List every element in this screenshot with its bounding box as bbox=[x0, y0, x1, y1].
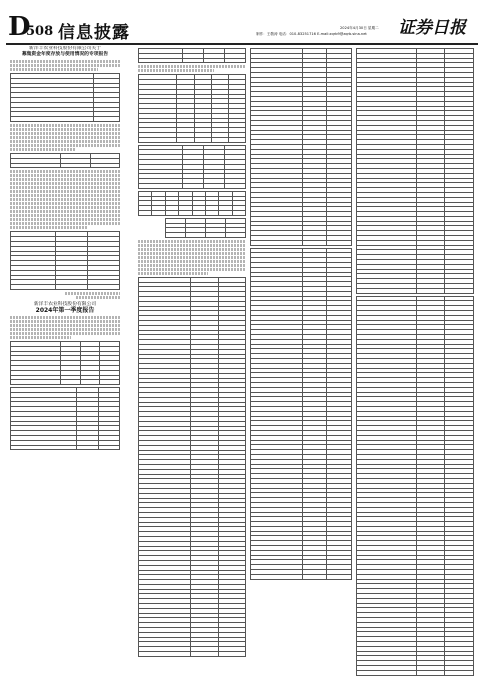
notice-company-name: 新洋丰农业科技股份有限公司关于 bbox=[29, 46, 101, 51]
notice-table-2 bbox=[10, 153, 120, 168]
notice-body-text-3 bbox=[10, 170, 120, 229]
notice-table-3 bbox=[10, 231, 120, 290]
report-intro-text bbox=[10, 316, 120, 339]
masthead-rule bbox=[6, 43, 478, 45]
wide-table bbox=[138, 191, 246, 216]
small-table bbox=[165, 218, 246, 238]
report-financial-table bbox=[10, 341, 120, 385]
notice-table-1 bbox=[10, 73, 120, 122]
column-1 bbox=[10, 46, 120, 692]
cash-flow-statement-table bbox=[356, 48, 474, 294]
balance-sheet-table bbox=[138, 277, 246, 657]
masthead bbox=[0, 0, 484, 44]
parent-balance-table bbox=[356, 296, 474, 676]
issue-date: 2024年4月30日 星期二 bbox=[340, 26, 379, 30]
column-3 bbox=[250, 46, 352, 692]
change-reasons-table bbox=[138, 48, 246, 63]
report-headline: 2024年第一季度报告 bbox=[35, 306, 95, 314]
page-number: 508 bbox=[26, 24, 54, 39]
editor-contact: 制作：王敬涛 电话：010-83251716 E-mail:zqrb9@zqrb.sina.net bbox=[256, 32, 367, 36]
newspaper-logo: 证券日报 bbox=[398, 18, 466, 38]
notice-body-text-2 bbox=[10, 124, 120, 151]
column-2 bbox=[138, 46, 246, 692]
income-statement-table bbox=[250, 48, 352, 246]
page-letter: D bbox=[8, 12, 31, 42]
report-nonrecurring-table bbox=[10, 387, 120, 450]
notice-signature bbox=[10, 292, 120, 299]
notice-body-text bbox=[10, 60, 120, 71]
shareholder-text bbox=[138, 65, 246, 72]
other-matters-text bbox=[138, 240, 246, 275]
top-holders-table bbox=[138, 145, 246, 189]
section-title: 信息披露 bbox=[58, 23, 130, 43]
report-company-name: 新洋丰农业科技股份有限公司 bbox=[33, 301, 97, 307]
column-4 bbox=[356, 46, 474, 692]
shareholder-table bbox=[138, 74, 246, 142]
notice-headline: 募集资金年度存放与使用情况的专项报告 bbox=[21, 52, 109, 57]
cash-flow-table bbox=[250, 248, 352, 580]
